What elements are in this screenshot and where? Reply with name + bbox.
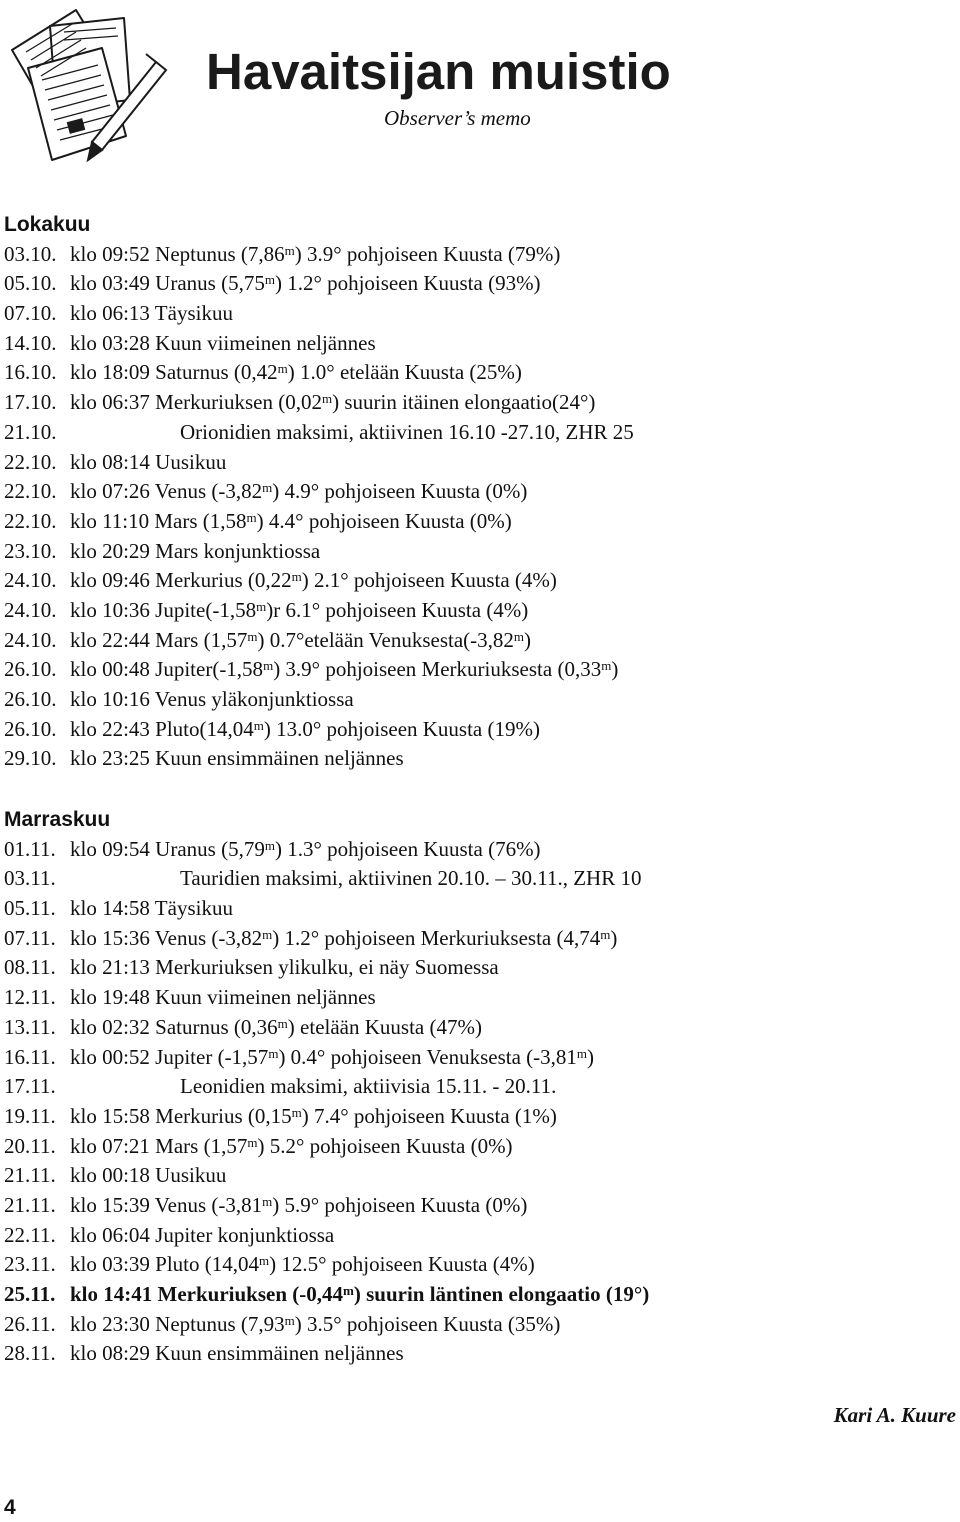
entry-text: klo 19:48 Kuun viimeinen neljännes xyxy=(70,985,376,1010)
entry-text: klo 11:10 Mars (1,58$^m$) 4.4° pohjoiseen Kuusta (0%) xyxy=(70,508,512,533)
list-item xyxy=(4,864,954,894)
entry-text: klo 07:26 Venus (-3,82$^m$) 4.9° pohjoiseen Kuusta (0%) xyxy=(70,479,528,504)
entry-text: Orionidien maksimi, aktiivinen 16.10 -27.10, ZHR 25 xyxy=(180,419,634,444)
entry-date: 07.11. xyxy=(4,925,56,950)
entry-date: 17.10. xyxy=(4,390,57,415)
list-item xyxy=(4,507,954,537)
entry-date: 21.10. xyxy=(4,419,57,444)
entry-text: klo 03:49 Uranus (5,75$^m$) 1.2° pohjoiseen Kuusta (93%) xyxy=(70,271,541,296)
list-item xyxy=(4,1132,954,1162)
entry-date: 16.11. xyxy=(4,1044,56,1069)
list-item xyxy=(4,953,954,983)
list-item xyxy=(4,1072,954,1102)
entry-date: 26.10. xyxy=(4,716,57,741)
entry-date: 25.11. xyxy=(4,1282,56,1306)
entry-date: 05.11. xyxy=(4,896,56,921)
entry-date: 24.10. xyxy=(4,568,57,593)
entry-text: klo 00:52 Jupiter (-1,57$^m$) 0.4° pohjoiseen Venuksesta (-3,81$^m$) xyxy=(70,1044,595,1069)
list-item xyxy=(4,388,954,418)
entry-text: Tauridien maksimi, aktiivinen 20.10. – 30.11., ZHR 10 xyxy=(180,866,642,891)
list-item xyxy=(4,685,954,715)
entry-date: 22.10. xyxy=(4,508,57,533)
list-item xyxy=(4,566,954,596)
section-heading: Lokakuu xyxy=(4,213,91,236)
entry-text: klo 21:13 Merkuriuksen ylikulku, ei näy Suomessa xyxy=(70,955,499,980)
entry-date: 13.11. xyxy=(4,1014,56,1039)
papers-and-pen-icon xyxy=(6,8,174,168)
entry-text: klo 07:21 Mars (1,57$^m$) 5.2° pohjoiseen Kuusta (0%) xyxy=(70,1133,513,1158)
entry-text: klo 08:14 Uusikuu xyxy=(70,449,227,474)
section-lokakuu xyxy=(4,210,954,774)
list-item xyxy=(4,715,954,745)
entry-text: klo 00:18 Uusikuu xyxy=(70,1163,227,1188)
list-item xyxy=(4,477,954,507)
list-item xyxy=(4,418,954,448)
entry-text: klo 23:30 Neptunus (7,93$^m$) 3.5° pohjoiseen Kuusta (35%) xyxy=(70,1311,561,1336)
entry-text: klo 09:46 Merkurius (0,22$^m$) 2.1° pohjoiseen Kuusta (4%) xyxy=(70,568,557,593)
list-item xyxy=(4,744,954,774)
entry-text: klo 15:39 Venus (-3,81$^m$) 5.9° pohjoiseen Kuusta (0%) xyxy=(70,1192,528,1217)
list-item xyxy=(4,1221,954,1251)
entry-text: Leonidien maksimi, aktiivisia 15.11. - 20.11. xyxy=(180,1074,557,1099)
list-item xyxy=(4,1339,954,1369)
entry-text: klo 03:28 Kuun viimeinen neljännes xyxy=(70,330,376,355)
entry-text: klo 06:04 Jupiter konjunktiossa xyxy=(70,1222,335,1247)
list-item xyxy=(4,269,954,299)
list-item xyxy=(4,1191,954,1221)
entry-date: 22.11. xyxy=(4,1222,56,1247)
entry-date: 21.11. xyxy=(4,1192,56,1217)
list-item xyxy=(4,1280,954,1310)
page-number: 4 xyxy=(4,1496,16,1519)
entry-text: klo 22:44 Mars (1,57$^m$) 0.7°etelään Venuksesta(-3,82$^m$) xyxy=(70,627,532,652)
entry-text: klo 09:54 Uranus (5,79$^m$) 1.3° pohjoiseen Kuusta (76%) xyxy=(70,836,541,861)
list-item xyxy=(4,983,954,1013)
page-title: Havaitsijan muistio xyxy=(206,43,671,100)
entry-date: 29.10. xyxy=(4,746,57,771)
entry-list xyxy=(4,835,954,1369)
entry-text: klo 15:36 Venus (-3,82$^m$) 1.2° pohjoiseen Merkuriuksesta (4,74$^m$) xyxy=(70,925,618,950)
list-item xyxy=(4,655,954,685)
entry-text: klo 10:16 Venus yläkonjunktiossa xyxy=(70,687,354,711)
entry-date: 01.11. xyxy=(4,836,56,861)
entry-text: klo 08:29 Kuun ensimmäinen neljännes xyxy=(70,1341,404,1366)
entry-text: klo 03:39 Pluto (14,04$^m$) 12.5° pohjoiseen Kuusta (4%) xyxy=(70,1252,535,1277)
entry-date: 03.10. xyxy=(4,241,57,266)
entry-text: klo 14:41 Merkuriuksen (-0,44$^m$) suurin läntinen elongaatio (19°) xyxy=(70,1282,650,1306)
entry-date: 26.10. xyxy=(4,687,57,711)
entry-text: klo 15:58 Merkurius (0,15$^m$) 7.4° pohjoiseen Kuusta (1%) xyxy=(70,1103,557,1128)
entry-date: 21.11. xyxy=(4,1163,56,1188)
entry-text: klo 06:37 Merkuriuksen (0,02$^m$) suurin itäinen elongaatio(24°) xyxy=(70,390,596,415)
list-item xyxy=(4,1310,954,1340)
list-item xyxy=(4,1250,954,1280)
entry-date: 26.10. xyxy=(4,657,57,682)
section-heading: Marraskuu xyxy=(4,808,111,831)
entry-date: 20.11. xyxy=(4,1133,56,1158)
list-item xyxy=(4,596,954,626)
list-item xyxy=(4,448,954,478)
list-item xyxy=(4,537,954,567)
entry-text: klo 14:58 Täysikuu xyxy=(70,896,233,921)
entry-date: 22.10. xyxy=(4,449,57,474)
entry-text: klo 20:29 Mars konjunktiossa xyxy=(70,538,321,563)
list-item xyxy=(4,835,954,865)
page-subtitle: Observer’s memo xyxy=(384,106,531,130)
list-item xyxy=(4,299,954,329)
entry-date: 23.11. xyxy=(4,1252,56,1277)
list-item xyxy=(4,240,954,270)
author-signature: Kari A. Kuure xyxy=(833,1403,956,1427)
entry-date: 28.11. xyxy=(4,1341,56,1366)
entry-date: 14.10. xyxy=(4,330,57,355)
entry-date: 26.11. xyxy=(4,1311,56,1336)
entry-text: klo 02:32 Saturnus (0,36$^m$) etelään Kuusta (47%) xyxy=(70,1014,482,1039)
list-item xyxy=(4,924,954,954)
entry-text: klo 06:13 Täysikuu xyxy=(70,301,233,326)
list-item xyxy=(4,1013,954,1043)
list-item xyxy=(4,894,954,924)
list-item xyxy=(4,358,954,388)
entry-text: klo 18:09 Saturnus (0,42$^m$) 1.0° etelään Kuusta (25%) xyxy=(70,360,522,385)
entry-date: 16.10. xyxy=(4,360,57,385)
entry-text: klo 22:43 Pluto(14,04$^m$) 13.0° pohjoiseen Kuusta (19%) xyxy=(70,716,540,741)
entry-date: 24.10. xyxy=(4,627,57,652)
entry-date: 23.10. xyxy=(4,538,57,563)
entry-text: klo 00:48 Jupiter(-1,58$^m$) 3.9° pohjoiseen Merkuriuksesta (0,33$^m$) xyxy=(70,657,619,682)
entry-date: 24.10. xyxy=(4,597,57,622)
entry-text: klo 10:36 Jupite(-1,58$^m$)r 6.1° pohjoiseen Kuusta (4%) xyxy=(70,597,529,622)
section-marraskuu xyxy=(4,805,954,1369)
entry-text: klo 09:52 Neptunus (7,86$^m$) 3.9° pohjoiseen Kuusta (79%) xyxy=(70,241,561,266)
list-item xyxy=(4,1102,954,1132)
entry-date: 12.11. xyxy=(4,985,56,1010)
list-item xyxy=(4,1043,954,1073)
entry-date: 22.10. xyxy=(4,479,57,504)
list-item xyxy=(4,329,954,359)
entry-date: 03.11. xyxy=(4,866,56,891)
list-item xyxy=(4,1161,954,1191)
entry-list xyxy=(4,240,954,774)
entry-date: 19.11. xyxy=(4,1103,56,1128)
entry-date: 08.11. xyxy=(4,955,56,980)
entry-date: 07.10. xyxy=(4,301,57,326)
list-item xyxy=(4,626,954,656)
entry-date: 05.10. xyxy=(4,271,57,296)
entry-date: 17.11. xyxy=(4,1074,56,1099)
entry-text: klo 23:25 Kuun ensimmäinen neljännes xyxy=(70,746,404,771)
